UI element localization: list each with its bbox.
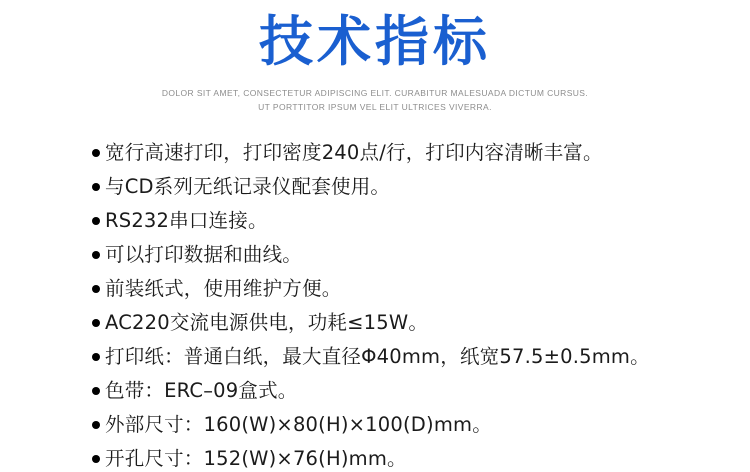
subtitle-line-1: DOLOR SIT AMET, CONSECTETUR ADIPISCING ELIT. CURABITUR MALESUADA DICTUM CURSUS. [161, 87, 589, 98]
list-item [92, 175, 750, 200]
spec-text: 色带：ERC–09盒式。 [105, 378, 298, 402]
spec-text: 前装纸式，使用维护方便。 [105, 277, 342, 301]
spec-text: 与CD系列无纸记录仪配套使用。 [105, 175, 391, 199]
spec-text: 外部尺寸：160(W)×80(H)×100(D)mm。 [105, 412, 492, 436]
bullet-icon [92, 180, 105, 194]
bullet-icon [92, 384, 105, 398]
subtitle-line-2: UT PORTTITOR IPSUM VEL ELIT ULTRICES VIVERRA. [258, 102, 492, 113]
list-item [92, 379, 750, 404]
list-item [92, 311, 750, 336]
bullet-icon [92, 452, 105, 466]
list-item [92, 413, 750, 438]
bullet-icon [92, 418, 105, 432]
bullet-icon [92, 248, 105, 262]
page-title: 技术指标 [259, 10, 491, 73]
subtitle-block [0, 86, 750, 116]
spec-text: 宽行高速打印，打印密度240点/行，打印内容清晰丰富。 [105, 141, 603, 165]
bullet-icon [92, 282, 105, 296]
spec-text: AC220交流电源供电，功耗≤15W。 [105, 311, 429, 335]
list-item [92, 447, 750, 472]
list-item [92, 243, 750, 268]
bullet-icon [92, 316, 105, 330]
spec-list [0, 141, 750, 472]
list-item [92, 345, 750, 370]
bullet-icon [92, 146, 105, 160]
spec-text: 开孔尺寸：152(W)×76(H)mm。 [105, 446, 407, 470]
header-block [0, 0, 750, 115]
bullet-icon [92, 350, 105, 364]
list-item [92, 209, 750, 234]
list-item [92, 141, 750, 166]
spec-text: RS232串口连接。 [105, 209, 268, 233]
list-item [92, 277, 750, 302]
spec-text: 可以打印数据和曲线。 [105, 243, 303, 267]
bullet-icon [92, 214, 105, 228]
spec-text: 打印纸：普通白纸，最大直径Φ40mm，纸宽57.5±0.5mm。 [105, 344, 650, 368]
